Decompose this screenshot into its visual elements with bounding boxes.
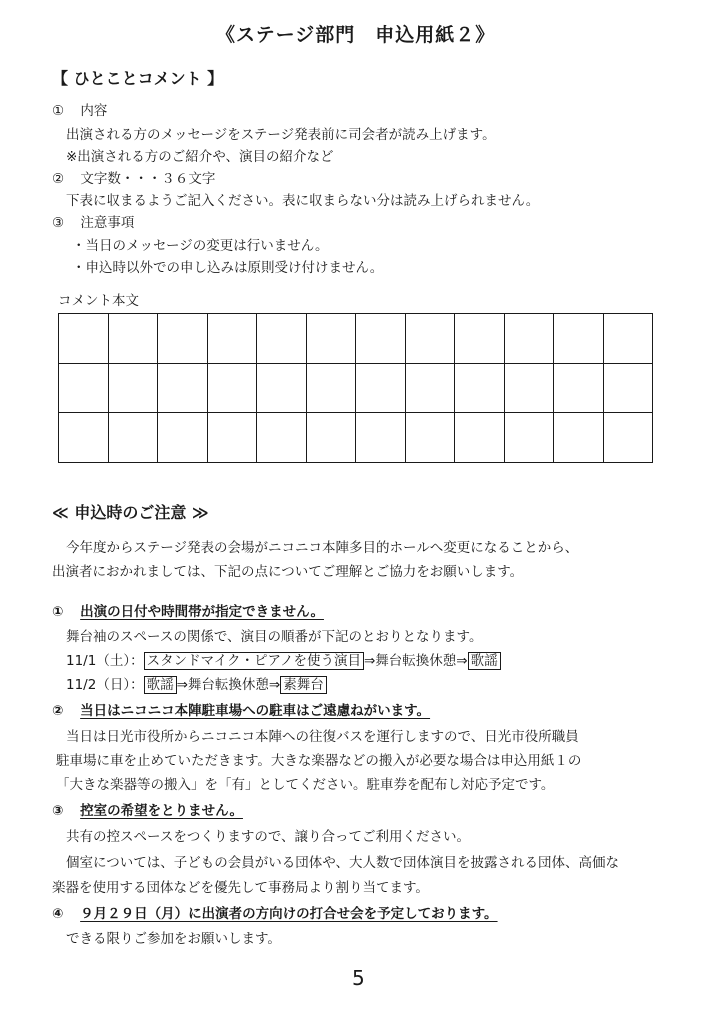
grid-cell[interactable]	[455, 413, 505, 463]
notice-item-2-line-2: 駐車場に車を止めていただきます。大きな楽器などの搬入が必要な場合は申込用紙１の	[56, 753, 582, 769]
grid-cell[interactable]	[257, 363, 307, 413]
notice-intro-1: 今年度からステージ発表の会場がニコニコ本陣多目的ホールへ変更になることから、	[66, 540, 579, 556]
notice-item-4-line-1: できる限りご参加をお願いします。	[66, 931, 281, 947]
grid-cell[interactable]	[59, 413, 109, 463]
item-title: 控室の希望をとりません。	[80, 803, 243, 819]
schedule-block-1: スタンドマイク・ピアノを使う演目	[144, 652, 364, 670]
notice-item-3-line-1: 共有の控スペースをつくりますので、譲り合ってご利用ください。	[66, 829, 471, 845]
grid-cell[interactable]	[158, 314, 208, 364]
item-title: ９月２９日（月）に出演者の方向けの打合せ会を予定しております。	[80, 906, 498, 922]
grid-row	[59, 413, 653, 463]
content-line-2: ※出演される方のご紹介や、演目の紹介など	[66, 149, 334, 165]
grid-cell[interactable]	[306, 314, 356, 364]
grid-cell[interactable]	[405, 413, 455, 463]
item-label: 内容	[80, 103, 108, 119]
grid-cell[interactable]	[158, 413, 208, 463]
grid-cell[interactable]	[108, 413, 158, 463]
comment-grid	[58, 313, 653, 463]
grid-cell[interactable]	[356, 363, 406, 413]
notice-item-3-line-2: 個室については、子どもの会員がいる団体や、大人数で団体演目を披露される団体、高価な	[66, 855, 619, 871]
item-number: ③	[52, 215, 65, 231]
grid-cell[interactable]	[356, 413, 406, 463]
grid-cell[interactable]	[455, 314, 505, 364]
grid-cell[interactable]	[108, 314, 158, 364]
schedule-day-1	[66, 652, 501, 670]
grid-cell[interactable]	[603, 314, 653, 364]
notice-item-1-title	[52, 603, 324, 621]
notice-item-2-line-1: 当日は日光市役所からニコニコ本陣への往復バスを運行しますので、日光市役所職員	[66, 729, 579, 745]
grid-cell[interactable]	[207, 314, 257, 364]
item-label: 注意事項	[80, 215, 135, 231]
item-number: ④	[52, 906, 64, 922]
grid-cell[interactable]	[207, 413, 257, 463]
grid-cell[interactable]	[59, 363, 109, 413]
grid-cell[interactable]	[554, 314, 604, 364]
schedule-day-2	[66, 676, 327, 694]
content-line-1: 出演される方のメッセージをステージ発表前に司会者が読み上げます。	[66, 127, 496, 143]
grid-row	[59, 314, 653, 364]
schedule-break: ⇒舞台転換休憩⇒	[363, 653, 468, 669]
notice-item-4-title	[52, 905, 498, 923]
schedule-block-2: 素舞台	[280, 676, 327, 694]
grid-cell[interactable]	[207, 363, 257, 413]
notice-heading: ≪ 申込時のご注意 ≫	[52, 503, 209, 522]
note-line-2: ・申込時以外での申し込みは原則受け付けません。	[72, 260, 384, 276]
notice-item-2-line-3: 「大きな楽器等の搬入」を「有」としてください。駐車券を配布し対応予定です。	[56, 777, 555, 793]
grid-cell[interactable]	[603, 413, 653, 463]
comment-item-content	[52, 102, 107, 120]
notice-intro-2: 出演者におかれましては、下記の点についてご理解とご協力をお願いします。	[52, 564, 524, 580]
item-number: ②	[52, 703, 64, 719]
notice-item-2-title	[52, 702, 430, 720]
item-title: 出演の日付や時間帯が指定できません。	[80, 604, 324, 620]
grid-cell[interactable]	[405, 363, 455, 413]
grid-cell[interactable]	[59, 314, 109, 364]
comment-heading: 【 ひとことコメント 】	[52, 69, 224, 88]
schedule-block-2: 歌謡	[468, 652, 501, 670]
item-number: ①	[52, 604, 64, 620]
page-title: 《ステージ部門 申込用紙２》	[216, 24, 496, 46]
grid-cell[interactable]	[554, 363, 604, 413]
grid-cell[interactable]	[504, 363, 554, 413]
item-number: ③	[52, 803, 64, 819]
page-number: 5	[352, 966, 365, 990]
grid-cell[interactable]	[356, 314, 406, 364]
comment-item-notes	[52, 214, 134, 232]
grid-cell[interactable]	[504, 413, 554, 463]
grid-cell[interactable]	[306, 413, 356, 463]
item-title: 当日はニコニコ本陣駐車場への駐車はご遠慮ねがいます。	[80, 703, 431, 719]
grid-cell[interactable]	[603, 363, 653, 413]
schedule-date: 11/2（日）：	[66, 677, 144, 693]
notice-item-3-line-3: 楽器を使用する団体などを優先して事務局より割り当てます。	[52, 880, 429, 896]
grid-cell[interactable]	[405, 314, 455, 364]
grid-cell[interactable]	[504, 314, 554, 364]
item-number: ②	[52, 171, 65, 187]
grid-cell[interactable]	[554, 413, 604, 463]
notice-item-3-title	[52, 802, 243, 820]
grid-row	[59, 363, 653, 413]
schedule-block-1: 歌謡	[144, 676, 177, 694]
count-line-1: 下表に収まるようご記入ください。表に収まらない分は読み上げられません。	[66, 193, 540, 209]
grid-cell[interactable]	[455, 363, 505, 413]
grid-cell[interactable]	[108, 363, 158, 413]
schedule-date: 11/1（土）：	[66, 653, 144, 669]
schedule-break: ⇒舞台転換休憩⇒	[176, 677, 281, 693]
grid-cell[interactable]	[257, 314, 307, 364]
comment-item-count	[52, 170, 215, 188]
grid-cell[interactable]	[158, 363, 208, 413]
note-line-1: ・当日のメッセージの変更は行いません。	[72, 238, 329, 254]
item-label: 文字数・・・３６文字	[80, 171, 216, 187]
notice-item-1-line-1: 舞台袖のスペースの関係で、演目の順番が下記のとおりとなります。	[66, 629, 483, 645]
item-number: ①	[52, 103, 65, 119]
comment-table-label: コメント本文	[58, 293, 139, 309]
grid-cell[interactable]	[306, 363, 356, 413]
grid-cell[interactable]	[257, 413, 307, 463]
